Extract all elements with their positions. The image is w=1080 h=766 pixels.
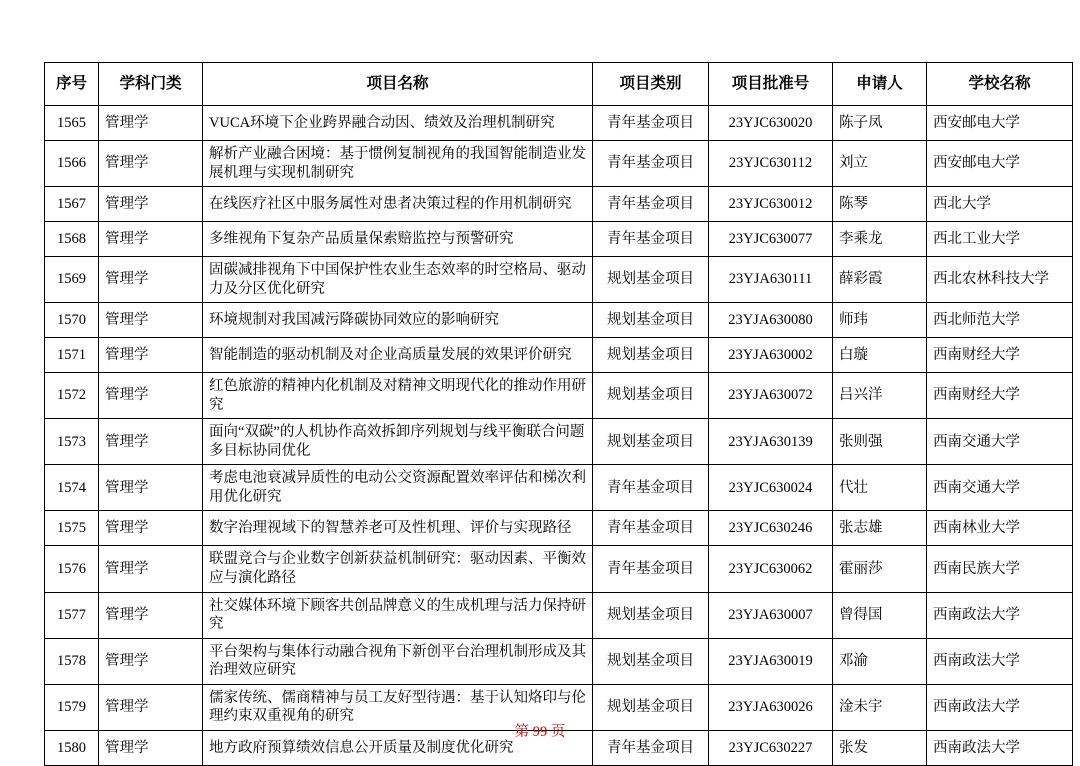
cell-title: 红色旅游的精神内化机制及对精神文明现代化的推动作用研究 [203, 373, 593, 419]
cell-type: 规划基金项目 [593, 373, 709, 419]
cell-applicant: 张志雄 [833, 511, 927, 546]
cell-discipline: 管理学 [99, 222, 203, 257]
cell-discipline: 管理学 [99, 592, 203, 638]
cell-school: 西南林业大学 [927, 511, 1073, 546]
cell-title: 数字治理视域下的智慧养老可及性机理、评价与实现路径 [203, 511, 593, 546]
cell-title: 社交媒体环境下顾客共创品牌意义的生成机理与活力保持研究 [203, 592, 593, 638]
cell-type: 规划基金项目 [593, 303, 709, 338]
cell-discipline: 管理学 [99, 338, 203, 373]
cell-type: 规划基金项目 [593, 338, 709, 373]
table-row [45, 106, 1073, 141]
cell-code: 23YJC630077 [709, 222, 833, 257]
cell-applicant: 陈琴 [833, 187, 927, 222]
cell-school: 西南政法大学 [927, 638, 1073, 684]
cell-seq: 1580 [45, 730, 99, 765]
cell-code: 23YJA630007 [709, 592, 833, 638]
cell-type: 规划基金项目 [593, 419, 709, 465]
table-row [45, 592, 1073, 638]
cell-type: 规划基金项目 [593, 257, 709, 303]
cell-code: 23YJC630246 [709, 511, 833, 546]
cell-code: 23YJA630080 [709, 303, 833, 338]
cell-type: 青年基金项目 [593, 511, 709, 546]
table-body [45, 106, 1073, 766]
cell-school: 西南财经大学 [927, 373, 1073, 419]
cell-code: 23YJA630139 [709, 419, 833, 465]
cell-discipline: 管理学 [99, 684, 203, 730]
cell-school: 西北大学 [927, 187, 1073, 222]
cell-applicant: 邓渝 [833, 638, 927, 684]
cell-type: 青年基金项目 [593, 546, 709, 592]
cell-title: 解析产业融合困境：基于惯例复制视角的我国智能制造业发展机理与实现机制研究 [203, 141, 593, 187]
cell-discipline: 管理学 [99, 511, 203, 546]
cell-school: 西北农林科技大学 [927, 257, 1073, 303]
cell-code: 23YJA630026 [709, 684, 833, 730]
column-header-seq: 序号 [45, 63, 99, 106]
cell-applicant: 陈子凤 [833, 106, 927, 141]
cell-applicant: 淦未宇 [833, 684, 927, 730]
cell-school: 西安邮电大学 [927, 141, 1073, 187]
cell-seq: 1565 [45, 106, 99, 141]
cell-type: 青年基金项目 [593, 465, 709, 511]
cell-school: 西北工业大学 [927, 222, 1073, 257]
cell-type: 青年基金项目 [593, 106, 709, 141]
cell-seq: 1568 [45, 222, 99, 257]
cell-title: 面向“双碳”的人机协作高效拆卸序列规划与线平衡联合问题多目标协同优化 [203, 419, 593, 465]
cell-code: 23YJC630227 [709, 730, 833, 765]
cell-discipline: 管理学 [99, 465, 203, 511]
cell-applicant: 吕兴洋 [833, 373, 927, 419]
cell-discipline: 管理学 [99, 419, 203, 465]
cell-seq: 1575 [45, 511, 99, 546]
cell-applicant: 薛彩霞 [833, 257, 927, 303]
cell-code: 23YJC630020 [709, 106, 833, 141]
cell-seq: 1579 [45, 684, 99, 730]
cell-type: 青年基金项目 [593, 187, 709, 222]
cell-discipline: 管理学 [99, 730, 203, 765]
cell-seq: 1578 [45, 638, 99, 684]
cell-title: 地方政府预算绩效信息公开质量及制度优化研究 [203, 730, 593, 765]
table-row [45, 373, 1073, 419]
column-header-discipline: 学科门类 [99, 63, 203, 106]
table-row [45, 303, 1073, 338]
cell-title: 智能制造的驱动机制及对企业高质量发展的效果评价研究 [203, 338, 593, 373]
cell-title: 固碳减排视角下中国保护性农业生态效率的时空格局、驱动力及分区优化研究 [203, 257, 593, 303]
table-header [45, 63, 1073, 106]
column-header-project-code: 项目批准号 [709, 63, 833, 106]
cell-seq: 1569 [45, 257, 99, 303]
cell-code: 23YJA630111 [709, 257, 833, 303]
cell-school: 西南财经大学 [927, 338, 1073, 373]
table-header-row [45, 63, 1073, 106]
cell-applicant: 代壮 [833, 465, 927, 511]
column-header-project-title: 项目名称 [203, 63, 593, 106]
cell-code: 23YJC630024 [709, 465, 833, 511]
table-row [45, 141, 1073, 187]
table-row [45, 222, 1073, 257]
cell-title: 多维视角下复杂产品质量保索赔监控与预警研究 [203, 222, 593, 257]
cell-school: 西安邮电大学 [927, 106, 1073, 141]
cell-seq: 1570 [45, 303, 99, 338]
cell-type: 规划基金项目 [593, 684, 709, 730]
table-row [45, 187, 1073, 222]
cell-type: 规划基金项目 [593, 592, 709, 638]
cell-title: 考虑电池衰减异质性的电动公交资源配置效率评估和梯次利用优化研究 [203, 465, 593, 511]
cell-discipline: 管理学 [99, 373, 203, 419]
cell-seq: 1572 [45, 373, 99, 419]
cell-code: 23YJC630112 [709, 141, 833, 187]
cell-type: 规划基金项目 [593, 638, 709, 684]
cell-title: 环境规制对我国减污降碳协同效应的影响研究 [203, 303, 593, 338]
cell-seq: 1577 [45, 592, 99, 638]
cell-school: 西南交通大学 [927, 465, 1073, 511]
cell-type: 青年基金项目 [593, 730, 709, 765]
cell-school: 西南政法大学 [927, 684, 1073, 730]
cell-discipline: 管理学 [99, 141, 203, 187]
cell-school: 西南民族大学 [927, 546, 1073, 592]
table-row [45, 338, 1073, 373]
cell-discipline: 管理学 [99, 638, 203, 684]
cell-applicant: 曾得国 [833, 592, 927, 638]
column-header-school: 学校名称 [927, 63, 1073, 106]
cell-code: 23YJC630012 [709, 187, 833, 222]
cell-seq: 1567 [45, 187, 99, 222]
cell-title: 平台架构与集体行动融合视角下新创平台治理机制形成及其治理效应研究 [203, 638, 593, 684]
cell-title: 儒家传统、儒商精神与员工友好型待遇：基于认知烙印与伦理约束双重视角的研究 [203, 684, 593, 730]
table-row [45, 465, 1073, 511]
table-row [45, 638, 1073, 684]
cell-code: 23YJA630002 [709, 338, 833, 373]
cell-type: 青年基金项目 [593, 222, 709, 257]
cell-code: 23YJA630019 [709, 638, 833, 684]
cell-title: VUCA环境下企业跨界融合动因、绩效及治理机制研究 [203, 106, 593, 141]
table-row [45, 257, 1073, 303]
cell-discipline: 管理学 [99, 106, 203, 141]
table-row [45, 511, 1073, 546]
cell-school: 西南政法大学 [927, 592, 1073, 638]
cell-discipline: 管理学 [99, 187, 203, 222]
cell-applicant: 李乘龙 [833, 222, 927, 257]
cell-code: 23YJC630062 [709, 546, 833, 592]
cell-school: 西北师范大学 [927, 303, 1073, 338]
page-number: 第 99 页 [514, 724, 566, 740]
cell-applicant: 白璇 [833, 338, 927, 373]
table-row [45, 419, 1073, 465]
column-header-applicant: 申请人 [833, 63, 927, 106]
cell-seq: 1573 [45, 419, 99, 465]
cell-applicant: 刘立 [833, 141, 927, 187]
cell-seq: 1566 [45, 141, 99, 187]
cell-seq: 1571 [45, 338, 99, 373]
cell-seq: 1576 [45, 546, 99, 592]
cell-title: 在线医疗社区中服务属性对患者决策过程的作用机制研究 [203, 187, 593, 222]
table-row [45, 546, 1073, 592]
cell-title: 联盟竞合与企业数字创新获益机制研究：驱动因素、平衡效应与演化路径 [203, 546, 593, 592]
cell-discipline: 管理学 [99, 257, 203, 303]
grant-projects-table [44, 62, 1073, 766]
cell-discipline: 管理学 [99, 546, 203, 592]
cell-applicant: 师玮 [833, 303, 927, 338]
cell-discipline: 管理学 [99, 303, 203, 338]
cell-applicant: 张则强 [833, 419, 927, 465]
cell-school: 西南政法大学 [927, 730, 1073, 765]
cell-applicant: 张发 [833, 730, 927, 765]
cell-code: 23YJA630072 [709, 373, 833, 419]
cell-school: 西南交通大学 [927, 419, 1073, 465]
column-header-project-type: 项目类别 [593, 63, 709, 106]
cell-seq: 1574 [45, 465, 99, 511]
cell-applicant: 霍丽莎 [833, 546, 927, 592]
cell-type: 青年基金项目 [593, 141, 709, 187]
